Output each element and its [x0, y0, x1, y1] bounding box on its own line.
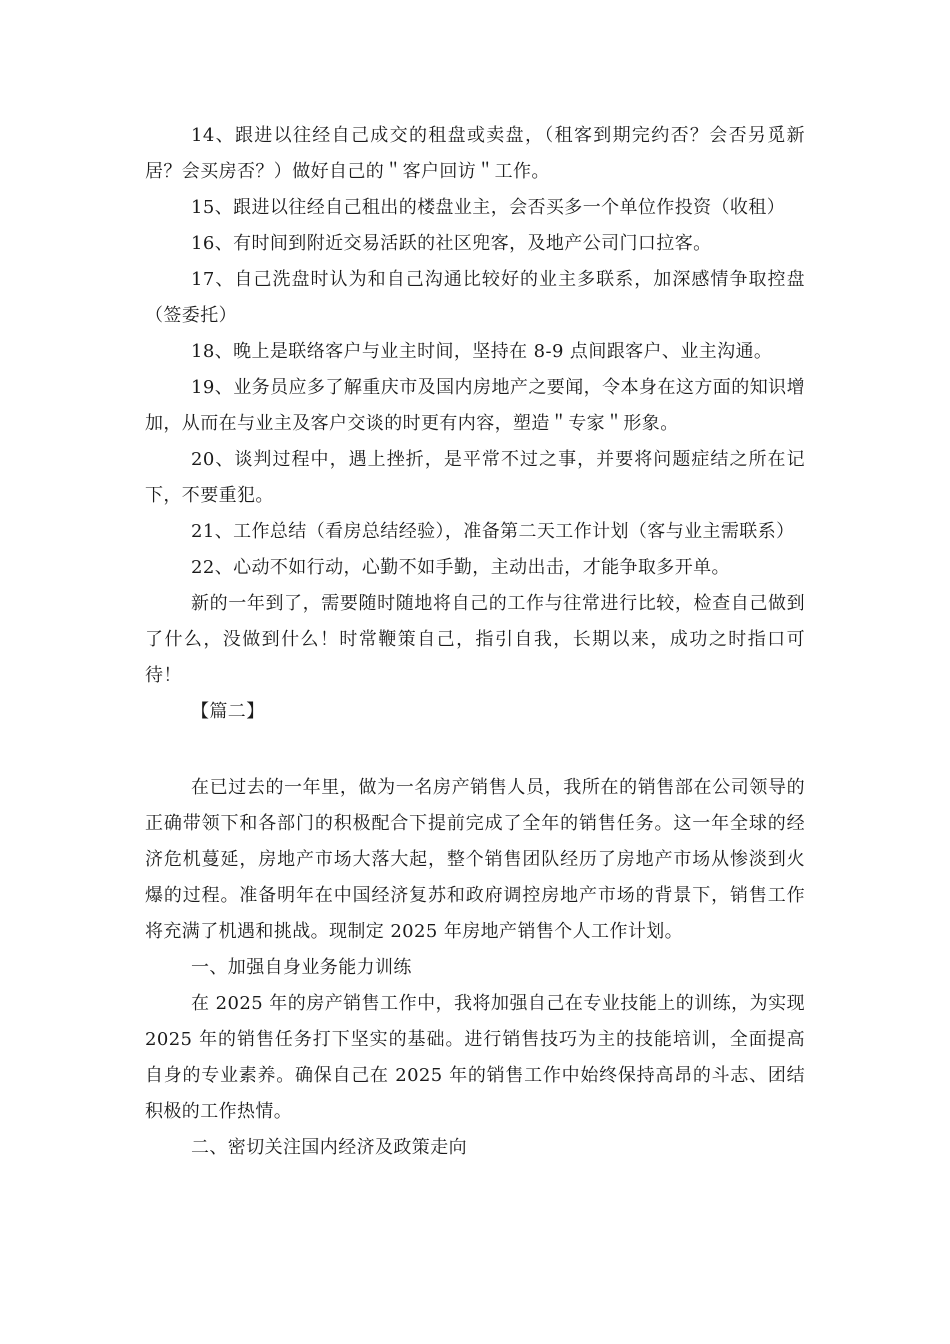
section-1-body: 在 2025 年的房产销售工作中，我将加强自己在专业技能上的训练，为实现 2025 年的销售任务打下坚实的基础。进行销售技巧为主的技能培训，全面提高自身的专业素养。确保自己在 2025 年的销售工作中始终保持高昂的斗志、团结积极的工作热情。: [145, 993, 805, 1122]
intro-paragraph: 在已过去的一年里，做为一名房产销售人员，我所在的销售部在公司领导的正确带领下和各部门的积极配合下提前完成了全年的销售任务。这一年全球的经济危机蔓延，房地产市场大落大起，整个销售团队经历了房地产市场从惨淡到火爆的过程。准备明年在中国经济复苏和政府调控房地产市场的背景下，销售工作将充满了机遇和挑战。现制定 2025 年房地产销售个人工作计划。: [145, 777, 805, 942]
list-item-18: 18、晚上是联络客户与业主时间，坚持在 8-9 点间跟客户、业主沟通。: [191, 341, 773, 362]
list-item-19: 19、业务员应多了解重庆市及国内房地产之要闻，令本身在这方面的知识增加，从而在与业主及客户交谈的时更有内容，塑造＂专家＂形象。: [145, 377, 805, 434]
list-item-15: 15、跟进以往经自己租出的楼盘业主，会否买多一个单位作投资（收租）: [191, 197, 786, 218]
spacer: [145, 730, 805, 770]
closing-paragraph: 新的一年到了，需要随时随地将自己的工作与往常进行比较，检查自己做到了什么，没做到什么！时常鞭策自己，指引自我，长期以来，成功之时指口可待！: [145, 593, 805, 686]
list-item-20: 20、谈判过程中，遇上挫折，是平常不过之事，并要将问题症结之所在记下，不要重犯。: [145, 449, 805, 506]
section-2-title: 二、密切关注国内经济及政策走向: [191, 1137, 467, 1158]
list-item-22: 22、心动不如行动，心勤不如手勤，主动出击，才能争取多开单。: [191, 557, 730, 578]
part-heading: 【篇二】: [191, 701, 265, 722]
list-item-16: 16、有时间到附近交易活跃的社区兜客，及地产公司门口拉客。: [191, 233, 712, 254]
list-item-21: 21、工作总结（看房总结经验），准备第二天工作计划（客与业主需联系）: [191, 521, 795, 542]
list-item-17: 17、自己洗盘时认为和自己沟通比较好的业主多联系，加深感情争取控盘（签委托）: [145, 269, 805, 326]
document-body: [145, 118, 805, 1166]
list-item-14: 14、跟进以往经自己成交的租盘或卖盘，（租客到期完约否？会否另觅新居？会买房否？）做好自己的＂客户回访＂工作。: [145, 125, 805, 182]
section-1-title: 一、加强自身业务能力训练: [191, 957, 412, 978]
